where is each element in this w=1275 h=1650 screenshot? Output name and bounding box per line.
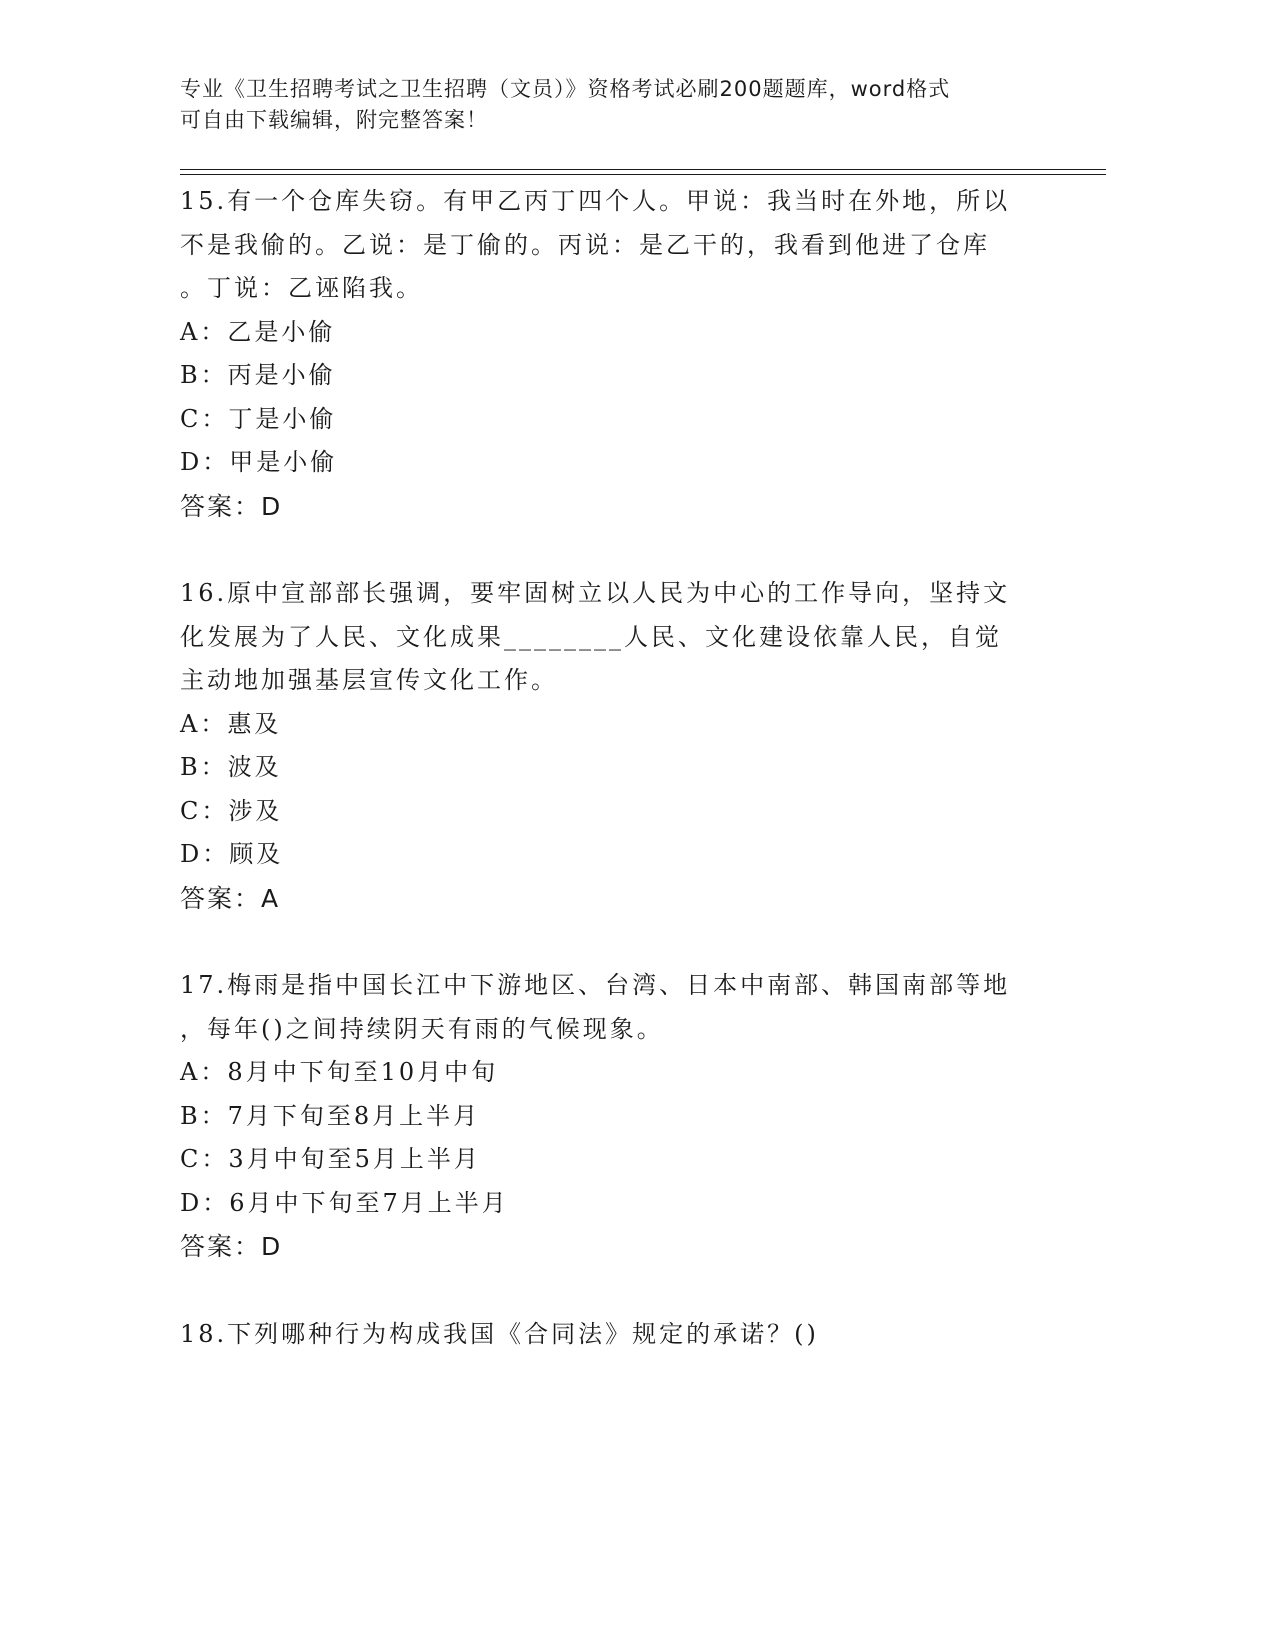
question-line: 18.下列哪种行为构成我国《合同法》规定的承诺？(): [180, 1320, 819, 1348]
question-16: [180, 572, 1060, 920]
question-line: 。丁说：乙诬陷我。: [180, 274, 423, 302]
option-b: B：丙是小偷: [180, 361, 336, 389]
option-d: D：6月中下旬至7月上半月: [180, 1188, 509, 1217]
answer: 答案：D: [180, 491, 283, 521]
header-divider-top: [180, 169, 1106, 170]
question-line: 主动地加强基层宣传文化工作。: [180, 666, 558, 694]
header-line-2: 可自由下载编辑，附完整答案！: [180, 108, 488, 132]
option-b: B：7月下旬至8月上半月: [180, 1101, 481, 1130]
header-divider-bottom: [180, 174, 1106, 175]
question-line: ，每年()之间持续阴天有雨的气候现象。: [180, 1014, 664, 1043]
answer: 答案：D: [180, 1232, 283, 1261]
question-line: 16.原中宣部部长强调，要牢固树立以人民为中心的工作导向，坚持文: [180, 579, 1011, 607]
question-line: 不是我偷的。乙说：是丁偷的。丙说：是乙干的，我看到他进了仓库: [180, 230, 990, 259]
question-line: 17.梅雨是指中国长江中下游地区、台湾、日本中南部、韩国南部等地: [180, 971, 1011, 999]
option-a: A：8月中下旬至10月中旬: [180, 1058, 499, 1086]
option-c: C：丁是小偷: [180, 404, 337, 433]
option-d: D：甲是小偷: [180, 448, 338, 476]
option-d: D：顾及: [180, 840, 284, 868]
option-b: B：波及: [180, 753, 282, 781]
question-15: [180, 180, 1060, 528]
document-header: [180, 74, 1060, 136]
option-a: A：惠及: [180, 709, 282, 738]
option-c: C：涉及: [180, 796, 283, 825]
option-a: A：乙是小偷: [180, 317, 336, 346]
answer: 答案：A: [180, 883, 281, 913]
question-18: [180, 1313, 1060, 1357]
question-line: 15.有一个仓库失窃。有甲乙丙丁四个人。甲说：我当时在外地，所以: [180, 187, 1011, 215]
header-line-1: 专业《卫生招聘考试之卫生招聘（文员）》资格考试必刷200题题库，word格式: [180, 77, 951, 101]
option-c: C：3月中旬至5月上半月: [180, 1145, 481, 1173]
question-line: 化发展为了人民、文化成果________人民、文化建设依靠人民，自觉: [180, 622, 1002, 651]
question-17: [180, 964, 1060, 1269]
